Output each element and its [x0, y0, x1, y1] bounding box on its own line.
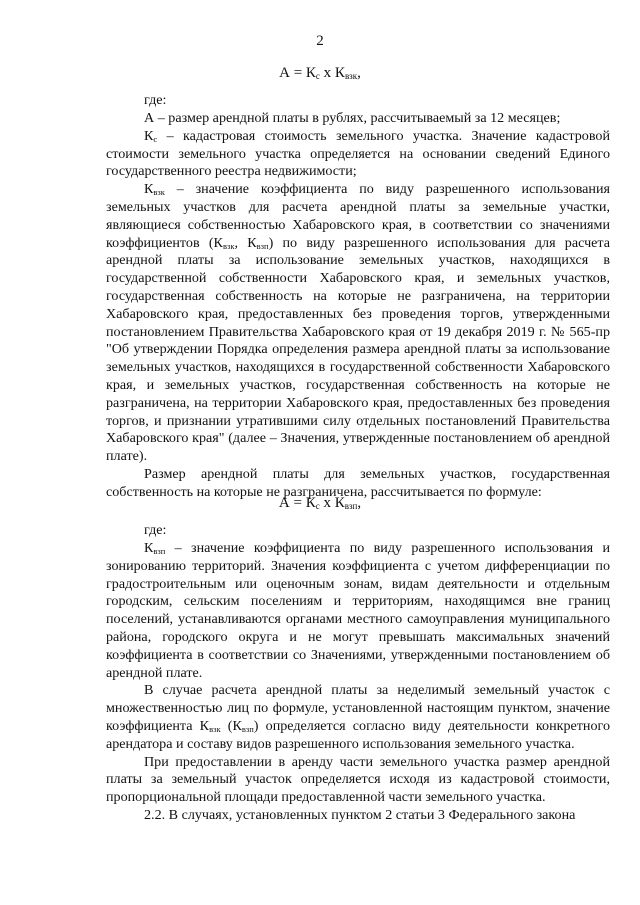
paragraph-text: , К	[234, 234, 257, 251]
formula-sub-k: взк	[344, 71, 358, 81]
page-number: 2	[316, 33, 324, 49]
formula-lhs: А = К	[278, 495, 316, 511]
paragraph-text: К	[144, 127, 154, 144]
paragraph-text: – значение коэффициента по виду разрешенного использования и зонированию территорий. Значения коэффициента с учетом дифференциации по градостроительным или оценочным зонам, видам деятельности и отдельным городским, сельским поселениям и территориям, находящимся вне границ поселений, устанавливаются органами местного самоуправления муниципального района, городского округа и не могут превышать максимальных значений коэффициента в соответствии со Значениями, утвержденными постановлением об арендной плате.	[106, 540, 610, 681]
where-label: где:	[144, 92, 167, 108]
where-label: где:	[144, 522, 167, 538]
paragraph-text: Размер арендной платы для земельных участков, государственная собственность на которые не разграничена, рассчитывается по формуле:	[106, 465, 610, 500]
paragraph	[106, 540, 610, 682]
coefficient-subscript: с	[153, 133, 158, 144]
paragraph	[106, 128, 610, 181]
formula-sub-k: взп	[344, 501, 358, 511]
formula-rent-regional	[0, 64, 640, 82]
paragraph-text: В случае расчета арендной платы за неделимый земельный участок с множественностью лиц по формуле, установленной настоящим пунктом, значение коэффициента К	[106, 682, 610, 734]
coefficient-subscript: взк	[209, 723, 221, 734]
formula-rent-undelimited	[0, 494, 640, 512]
paragraph-text: К	[144, 181, 154, 198]
formula-lhs: А = К	[279, 65, 316, 81]
paragraph	[106, 807, 610, 825]
definitions-block-1	[106, 110, 610, 502]
formula-tail: ,	[357, 495, 362, 511]
coefficient-subscript: взк	[153, 187, 165, 198]
paragraph-text: 2.2. В случаях, установленных пунктом 2 статьи 3 Федерального закона	[144, 806, 576, 823]
paragraph-text: ) по виду разрешенного использования для расчета арендной платы за использование земельных участков, находящихся в государственной собственности Хабаровского края, и земельных участков, государственная собственность на которые не разграничена, на территории Хабаровского края, предоставленных без проведения торгов, утвержденными постановлением Правительства Хабаровского края от 19 декабря 2019 г. № 565-пр "Об утверждении Порядка определения размера арендной платы за использование земельных участков, находящихся в государственной собственности Хабаровского края, и земельных участков, государственная собственность на которые не разграничена, на территории Хабаровского края, предоставленных без проведения торгов, и признании утратившими силу отдельных постановлений Правительства Хабаровского края" (далее – Значения, утвержденные постановлением об арендной плате).	[106, 234, 611, 465]
paragraph	[106, 181, 610, 466]
paragraph-text: (К	[220, 717, 242, 734]
paragraph-text: ) определяется согласно виду деятельности конкретного арендатора и составу видов разрешенного использования земельного участка.	[106, 717, 610, 752]
formula-mid: х К	[319, 495, 345, 511]
paragraph-text: А – размер арендной платы в рублях, рассчитываемый за 12 месяцев;	[144, 110, 561, 126]
paragraph	[106, 110, 610, 128]
paragraph-text: К	[144, 540, 154, 556]
coefficient-subscript: взп	[153, 546, 166, 556]
formula-mid: х К	[319, 65, 345, 81]
paragraph	[106, 682, 610, 753]
paragraph-text: При предоставлении в аренду части земельного участка размер арендной платы за земельный участок определяется исходя из кадастровой стоимости, пропорциональной площади предоставленной части земельного участка.	[106, 753, 610, 806]
paragraph	[106, 754, 610, 807]
formula-sub-c: с	[315, 501, 320, 511]
paragraph-text: – кадастровая стоимость земельного участка. Значение кадастровой стоимости земельного участка определяется на основании сведений Единого государственного реестра недвижимости;	[106, 127, 610, 180]
coefficient-subscript: взк	[222, 240, 235, 251]
formula-tail: ,	[357, 65, 361, 81]
coefficient-subscript: взп	[256, 240, 269, 251]
coefficient-subscript: взп	[241, 723, 254, 734]
paragraph-text: – значение коэффициента по виду разрешенного использования земельных участков для расчета арендной платы за земельные участки, являющиеся собственностью Хабаровского края, в соответствии со значениями коэффициентов (К	[106, 181, 610, 251]
definitions-block-2	[106, 540, 610, 825]
formula-sub-c: с	[315, 71, 320, 81]
